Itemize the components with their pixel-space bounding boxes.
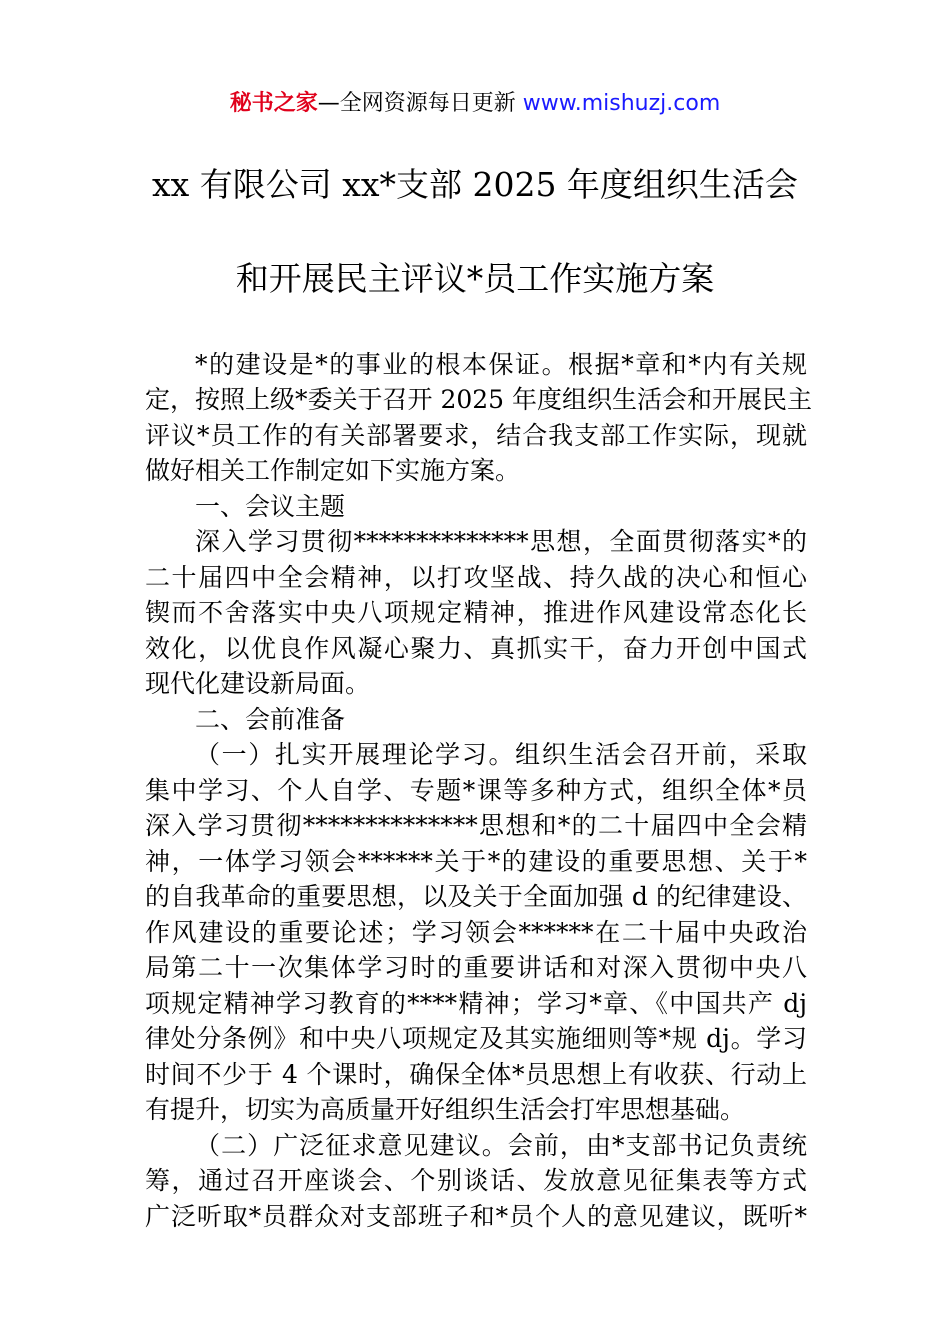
- site-tagline: —全网资源每日更新: [317, 91, 516, 116]
- body-line: 效化，以优良作风凝心聚力、真抓实干，奋力开创中国式: [145, 634, 807, 663]
- site-header: [0, 86, 950, 122]
- body-line: 神，一体学习领会******关于*的建设的重要思想、关于*: [145, 847, 807, 876]
- body-line: 项规定精神学习教育的****精神；学习*章、《中国共产 dj: [145, 989, 807, 1018]
- body-line: *的建设是*的事业的根本保证。根据*章和*内有关规: [195, 350, 807, 379]
- body-line: （一）扎实开展理论学习。组织生活会召开前，采取: [195, 740, 807, 769]
- body-line: 做好相关工作制定如下实施方案。: [145, 456, 521, 485]
- site-url-link[interactable]: www.mishuzj.com: [522, 91, 721, 116]
- body-line: 二十届四中全会精神，以打攻坚战、持久战的决心和恒心: [145, 563, 807, 592]
- body-line: 深入学习贯彻**************思想，全面贯彻落实*的: [195, 527, 807, 556]
- body-line: 有提升，切实为高质量开好组织生活会打牢思想基础。: [145, 1095, 746, 1124]
- body-line: 筹，通过召开座谈会、个别谈话、发放意见征集表等方式: [145, 1166, 807, 1195]
- document-title-line-1: xx 有限公司 xx*支部 2025 年度组织生活会: [152, 165, 798, 204]
- document-title-line-2: 和开展民主评议*员工作实施方案: [235, 259, 715, 298]
- body-line: 锲而不舍落实中央八项规定精神，推进作风建设常态化长: [145, 598, 807, 627]
- body-line: 深入学习贯彻**************思想和*的二十届四中全会精: [145, 811, 807, 840]
- section-heading: 二、会前准备: [195, 705, 346, 734]
- body-line: 作风建设的重要论述；学习领会******在二十届中央政治: [145, 918, 807, 947]
- body-line: （二）广泛征求意见建议。会前，由*支部书记负责统: [195, 1131, 807, 1160]
- body-line: 律处分条例》和中央八项规定及其实施细则等*规 dj。学习: [145, 1024, 807, 1053]
- body-line: 局第二十一次集体学习时的重要讲话和对深入贯彻中央八: [145, 953, 807, 982]
- body-line: 的自我革命的重要思想，以及关于全面加强 d 的纪律建设、: [145, 882, 807, 911]
- body-line: 定，按照上级*委关于召开 2025 年度组织生活会和开展民主: [145, 385, 813, 414]
- body-line: 评议*员工作的有关部署要求，结合我支部工作实际，现就: [145, 421, 807, 450]
- body-line: 现代化建设新局面。: [145, 669, 371, 698]
- body-line: 时间不少于 4 个课时，确保全体*员思想上有收获、行动上: [145, 1060, 807, 1089]
- site-name: 秘书之家: [229, 91, 318, 116]
- body-line: 广泛听取*员群众对支部班子和*员个人的意见建议，既听*: [145, 1202, 807, 1231]
- section-heading: 一、会议主题: [195, 492, 346, 521]
- body-line: 集中学习、个人自学、专题*课等多种方式，组织全体*员: [145, 776, 807, 805]
